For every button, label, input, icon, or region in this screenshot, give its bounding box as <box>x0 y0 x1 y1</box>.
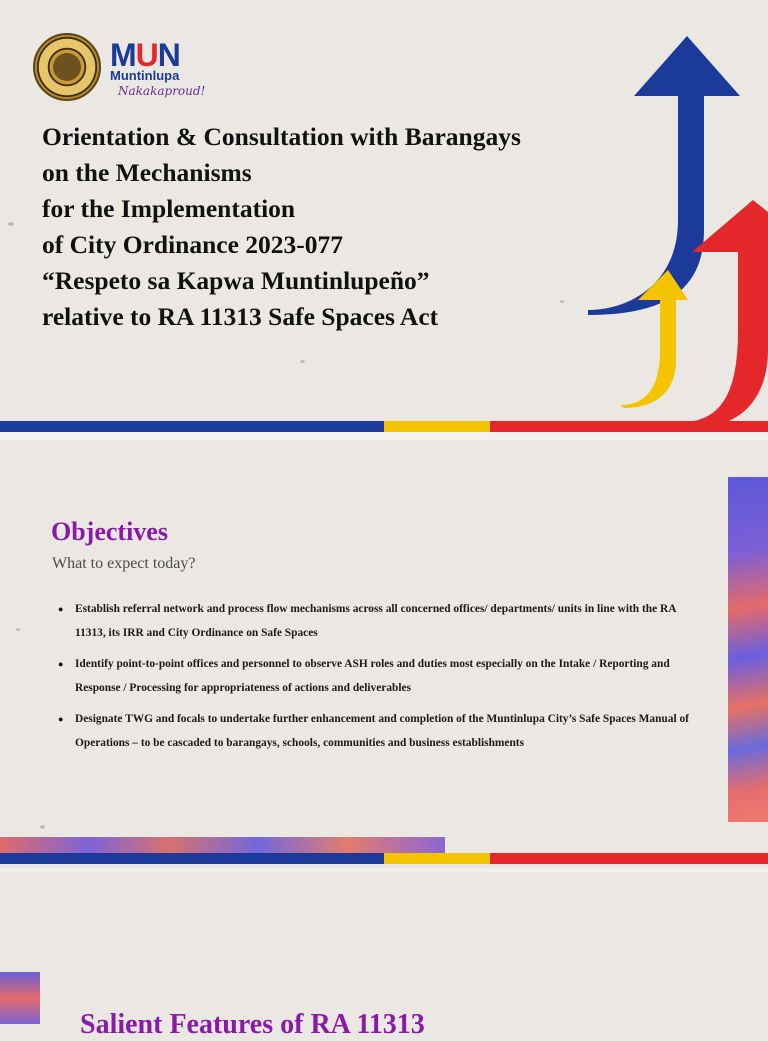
list-item: ● Designate TWG and focals to undertake further enhancement and completion of the Muntinlupa City’s Safe Spaces Manual of Operations – to be cascaded to barangays, schools, communities and business establishments <box>58 707 698 755</box>
mun-wordmark: MUN <box>110 37 180 73</box>
title-line: relative to RA 11313 Safe Spaces Act <box>42 302 439 331</box>
salient-features-slide <box>0 872 768 1040</box>
mun-city-name: Muntinlupa <box>110 68 180 83</box>
texture-speck <box>40 825 45 829</box>
flag-bar-yellow <box>384 853 490 864</box>
objectives-subheading: What to expect today? <box>52 555 196 572</box>
flag-bar-red <box>490 421 768 432</box>
list-item: ● Establish referral network and process flow mechanisms across all concerned offices/ departments/ units in line with the RA 11313, its IRR and City Ordinance on Safe Spaces <box>58 597 698 645</box>
city-seal-logo <box>33 33 101 101</box>
objectives-list <box>58 597 698 762</box>
texture-speck <box>300 360 305 363</box>
flag-bar-blue <box>0 853 384 864</box>
title-line: for the Implementation <box>42 194 296 223</box>
slide-gap <box>0 432 768 440</box>
rising-arrows-graphic <box>588 30 768 430</box>
title-line: on the Mechanisms <box>42 158 252 187</box>
title-line: “Respeto sa Kapwa Muntinlupeño” <box>42 266 430 295</box>
paint-stroke-decoration <box>0 837 445 853</box>
paint-stroke-decoration <box>0 972 40 1024</box>
paint-stroke-decoration <box>728 477 768 822</box>
title-slide <box>0 0 768 432</box>
salient-features-heading: Salient Features of RA 11313 <box>80 1009 425 1040</box>
flag-bar-blue <box>0 421 384 432</box>
flag-bar-yellow <box>384 421 490 432</box>
texture-speck <box>16 628 20 631</box>
mun-tagline: Nakakaproud! <box>118 84 206 98</box>
yellow-arrow-shape <box>620 270 688 408</box>
list-item: ● Identify point-to-point offices and personnel to observe ASH roles and duties most especially on the Intake / Reporting and Response / Processing for appropriateness of actions and deliverables <box>58 652 698 700</box>
flag-bar-red <box>490 853 768 864</box>
title-line: Orientation & Consultation with Barangays <box>42 122 521 151</box>
title-line: of City Ordinance 2023-077 <box>42 230 344 259</box>
objectives-heading: Objectives <box>51 517 168 546</box>
objectives-slide <box>0 440 768 868</box>
blue-arrow-shape <box>588 36 740 315</box>
texture-speck <box>8 222 14 226</box>
slide-title <box>42 119 622 335</box>
mun-muntinlupa-logo <box>110 37 206 102</box>
